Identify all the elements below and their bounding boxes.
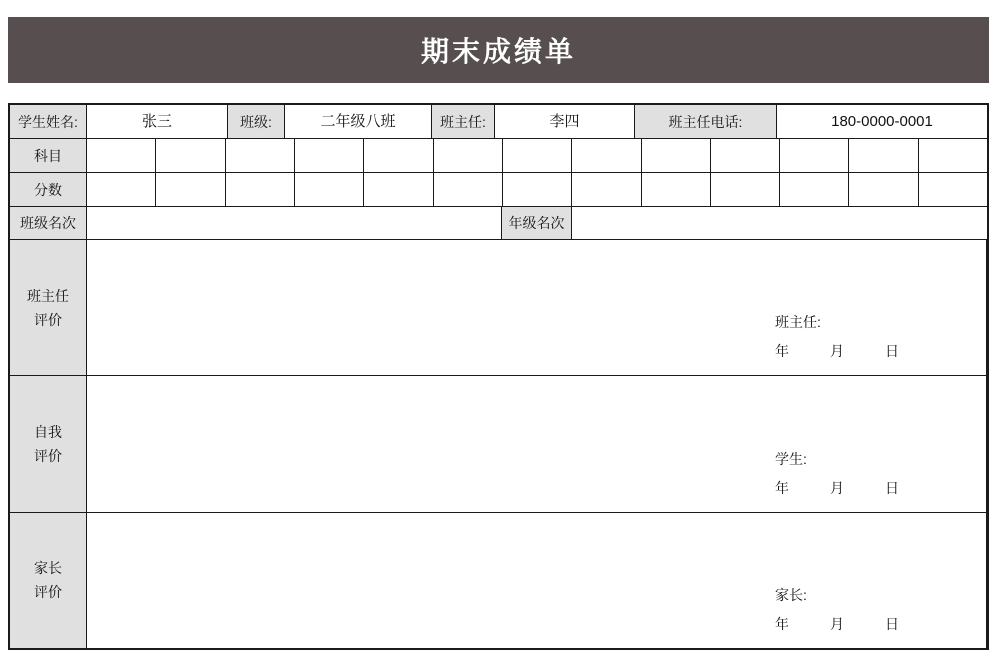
class-rank-label: 班级名次 bbox=[10, 207, 87, 239]
score-cell[interactable] bbox=[642, 173, 711, 206]
score-cell[interactable] bbox=[711, 173, 780, 206]
subject-cell[interactable] bbox=[295, 139, 364, 172]
teacher-signature-block bbox=[775, 312, 899, 361]
score-cell[interactable] bbox=[295, 173, 364, 206]
subject-cell[interactable] bbox=[87, 139, 156, 172]
subject-cell[interactable] bbox=[849, 139, 918, 172]
parent-date-line bbox=[775, 614, 899, 634]
score-cell[interactable] bbox=[434, 173, 503, 206]
student-info-row bbox=[10, 105, 987, 139]
day-label: 日 bbox=[885, 343, 899, 360]
subjects-row-label: 科目 bbox=[10, 139, 87, 172]
parent-signer-label: 家长: bbox=[775, 586, 807, 603]
parent-evaluation-label bbox=[10, 513, 87, 648]
report-card-table bbox=[8, 103, 989, 650]
self-evaluation-label-line2: 评价 bbox=[34, 447, 62, 464]
grade-rank-label: 年级名次 bbox=[502, 207, 572, 239]
score-cell[interactable] bbox=[919, 173, 987, 206]
parent-evaluation-label-line1: 家长 bbox=[34, 560, 62, 577]
month-label: 月 bbox=[830, 343, 844, 360]
parent-evaluation-row bbox=[10, 513, 987, 648]
parent-signature-block bbox=[775, 585, 899, 634]
teacher-signer-label: 班主任: bbox=[775, 314, 821, 331]
grade-rank-value[interactable] bbox=[572, 207, 987, 239]
head-teacher-phone-label: 班主任电话: bbox=[635, 105, 777, 138]
teacher-date-line bbox=[775, 341, 899, 361]
student-signer-label: 学生: bbox=[775, 450, 807, 467]
subject-cell[interactable] bbox=[572, 139, 641, 172]
year-label: 年 bbox=[775, 343, 789, 360]
score-cell[interactable] bbox=[849, 173, 918, 206]
class-rank-value[interactable] bbox=[87, 207, 502, 239]
subject-cell[interactable] bbox=[711, 139, 780, 172]
student-signature-block bbox=[775, 449, 899, 498]
month-label: 月 bbox=[830, 479, 844, 496]
teacher-evaluation-label-line1: 班主任 bbox=[27, 287, 69, 304]
scores-row bbox=[10, 173, 987, 207]
subject-cell[interactable] bbox=[503, 139, 572, 172]
score-cell[interactable] bbox=[87, 173, 156, 206]
teacher-evaluation-row bbox=[10, 240, 987, 376]
subject-cell[interactable] bbox=[434, 139, 503, 172]
year-label: 年 bbox=[775, 615, 789, 632]
class-label: 班级: bbox=[228, 105, 285, 138]
class-value[interactable]: 二年级八班 bbox=[285, 105, 432, 138]
subject-cell[interactable] bbox=[364, 139, 433, 172]
scores-row-label: 分数 bbox=[10, 173, 87, 206]
score-cell[interactable] bbox=[503, 173, 572, 206]
year-label: 年 bbox=[775, 479, 789, 496]
teacher-evaluation-label-line2: 评价 bbox=[34, 311, 62, 328]
day-label: 日 bbox=[885, 615, 899, 632]
score-cell[interactable] bbox=[364, 173, 433, 206]
month-label: 月 bbox=[830, 615, 844, 632]
subject-cell[interactable] bbox=[780, 139, 849, 172]
score-cell[interactable] bbox=[780, 173, 849, 206]
student-name-label: 学生姓名: bbox=[10, 105, 87, 138]
teacher-evaluation-label bbox=[10, 240, 87, 375]
head-teacher-label: 班主任: bbox=[432, 105, 495, 138]
score-cell[interactable] bbox=[572, 173, 641, 206]
subject-cell[interactable] bbox=[156, 139, 225, 172]
head-teacher-value[interactable]: 李四 bbox=[495, 105, 635, 138]
student-name-value[interactable]: 张三 bbox=[87, 105, 228, 138]
head-teacher-phone-value[interactable]: 180-0000-0001 bbox=[831, 113, 933, 130]
subject-cell[interactable] bbox=[642, 139, 711, 172]
self-evaluation-label bbox=[10, 376, 87, 511]
day-label: 日 bbox=[885, 479, 899, 496]
rank-row bbox=[10, 207, 987, 240]
subjects-row bbox=[10, 139, 987, 173]
page-title: 期末成绩单 bbox=[420, 36, 576, 67]
score-cell[interactable] bbox=[156, 173, 225, 206]
title-bar bbox=[8, 17, 989, 83]
student-date-line bbox=[775, 478, 899, 498]
parent-evaluation-label-line2: 评价 bbox=[34, 584, 62, 601]
self-evaluation-label-line1: 自我 bbox=[34, 423, 62, 440]
subject-cell[interactable] bbox=[226, 139, 295, 172]
self-evaluation-row bbox=[10, 376, 987, 512]
score-cell[interactable] bbox=[226, 173, 295, 206]
subject-cell[interactable] bbox=[919, 139, 987, 172]
